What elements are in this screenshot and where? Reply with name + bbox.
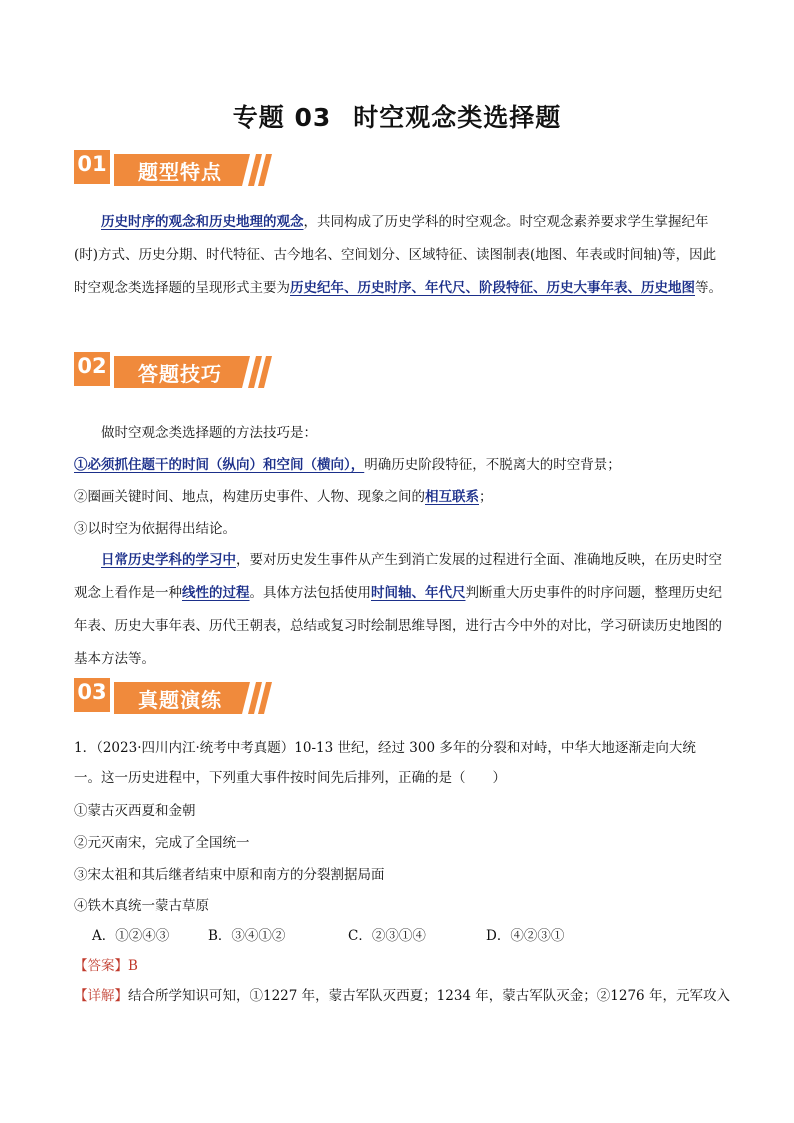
detail-text: 结合所学知识可知，①1227 年，蒙古军队灭西夏；1234 年，蒙古军队灭金；②1276 年，元军攻入 xyxy=(128,988,730,1004)
question-item: ④铁木真统一蒙古草原 xyxy=(74,898,209,914)
question-item: ③宋太祖和其后继者结束中原和南方的分裂割据局面 xyxy=(74,867,385,883)
s1-paragraph: 历史时序的观念和历史地理的观念，共同构成了历史学科的时空观念。时空观念素养要求学生掌握纪年(时)方式、历史分期、时代特征、古今地名、空间划分、区域特征、读图制表(地图、年表或时间轴)等，因此时空观念类选择题的呈现形式主要为历史纪年、历史时序、年代尺、阶段特征、历史大事年表、历史地图等。 xyxy=(74,214,722,296)
option-d: D．④②③① xyxy=(486,928,565,944)
section-header-01 xyxy=(74,150,274,190)
question-stem-line-2: 一。这一历史进程中，下列重大事件按时间先后排列，正确的是（ ） xyxy=(74,770,506,786)
s2-item-3: ③以时空为依据得出结论。 xyxy=(74,521,236,537)
answer-label: 【答案】 xyxy=(74,958,128,974)
option-b: B．③④①② xyxy=(208,928,286,944)
option-c: C．②③①④ xyxy=(348,928,426,944)
answer-line xyxy=(74,956,734,976)
title-text: 时空观念类选择题 xyxy=(353,103,562,132)
section-number: 03 xyxy=(77,680,107,704)
page-title xyxy=(0,98,794,134)
s2-paragraph: 日常历史学科的学习中，要对历史发生事件从产生到消亡发展的过程进行全面、准确地反映，在历史时空观念上看作是一种线性的过程。具体方法包括使用时间轴、年代尺判断重大历史事件的时序问题，整理历史纪年表、历史大事年表、历代王朝表，总结或复习时绘制思维导图，进行古今中外的对比，学习研读历史地图的基本方法等。 xyxy=(74,552,722,667)
highlight-text: 历史纪年、历史时序、年代尺、阶段特征、历史大事年表、历史地图 xyxy=(290,280,695,296)
s2-item-2: ②圈画关键时间、地点，构建历史事件、人物、现象之间的相互联系； xyxy=(74,489,493,505)
question-item: ②元灭南宋，完成了全国统一 xyxy=(74,835,250,851)
section-label: 答题技巧 xyxy=(138,362,222,386)
question-item: ①蒙古灭西夏和金朝 xyxy=(74,803,196,819)
s2-intro: 做时空观念类选择题的方法技巧是： xyxy=(101,425,317,441)
title-number: 专题 03 xyxy=(232,103,332,132)
section-label: 题型特点 xyxy=(138,160,222,184)
detail-label: 【详解】 xyxy=(74,988,128,1004)
detail-line xyxy=(74,986,734,1006)
section-header-02 xyxy=(74,352,274,392)
question-stem-line-1: 1．（2023·四川内江·统考中考真题）10-13 世纪，经过 300 多年的分裂和对峙，中华大地逐渐走向大统 xyxy=(74,740,696,756)
section-number: 02 xyxy=(77,354,107,378)
answer-value: B xyxy=(128,958,138,974)
highlight-text: 历史时序的观念和历史地理的观念 xyxy=(101,214,304,230)
option-a: A．①②④③ xyxy=(92,928,170,944)
section-number: 01 xyxy=(77,152,107,176)
section-label: 真题演练 xyxy=(138,688,222,712)
s2-item-1: ①必须抓住题干的时间（纵向）和空间（横向），明确历史阶段特征，不脱离大的时空背景； xyxy=(74,457,621,473)
section-header-03 xyxy=(74,678,274,718)
